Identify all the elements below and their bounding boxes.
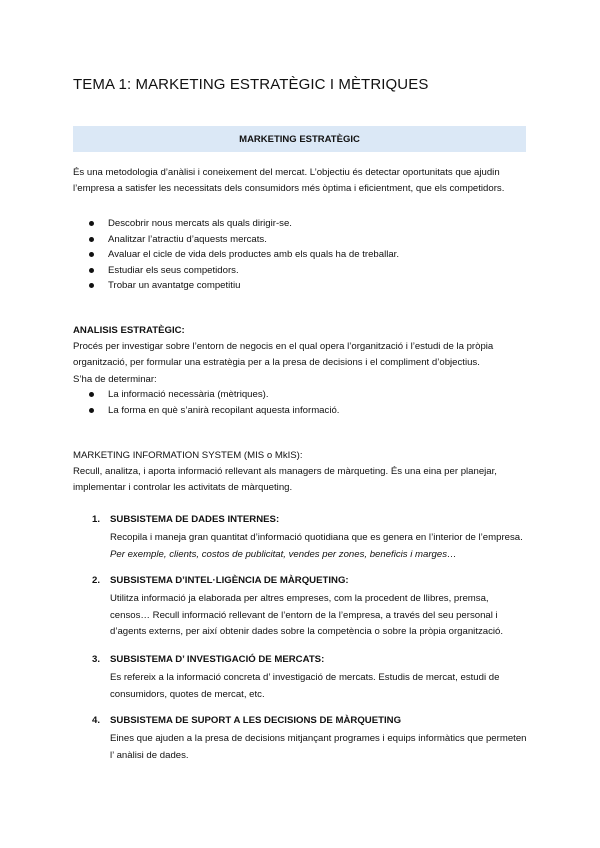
subsystem-title: SUBSISTEMA DE DADES INTERNES: bbox=[110, 514, 280, 525]
subsystem-body: Es refereix a la informació concreta d’ investigació de mercats. Estudis de mercat, estudi de consumidors, quotes de mercat, etc. bbox=[110, 672, 500, 700]
list-item: Trobar un avantatge competitiu bbox=[73, 278, 399, 294]
list-item: Estudiar els seus competidors. bbox=[73, 263, 399, 279]
intro-bullet-list bbox=[73, 216, 399, 294]
subsystem-example: Per exemple, clients, costos de publicitat, vendes per zones, beneficis i marges… bbox=[110, 548, 457, 560]
analysis-bullet-list bbox=[73, 387, 339, 418]
subsystem-title: SUBSISTEMA DE SUPORT A LES DECISIONS DE MÀRQUETING bbox=[110, 715, 402, 726]
list-item: Analitzar l’atractiu d’aquests mercats. bbox=[73, 232, 399, 248]
subsystem-body: Eines que ajuden a la presa de decisions mitjançant programes i equips informàtics que permeten l’ anàlisi de dades. bbox=[110, 733, 527, 761]
subsystem-body-text: Recopila i maneja gran quantitat d’informació quotidiana que es genera en l’interior de l’empresa. bbox=[110, 532, 523, 543]
intro-paragraph: És una metodologia d’anàlisi i coneixement del mercat. L’objectiu és detectar oportunitats que ajudin l’empresa a satisfer les necessitats dels consumidors més òptima i eficientment, que els competidors. bbox=[73, 167, 505, 194]
subsystem-number: 3. bbox=[92, 654, 101, 665]
mis-paragraph: Recull, analitza, i aporta informació rellevant als managers de màrqueting. És una eina per planejar, implementar i controlar les activitats de màrqueting. bbox=[73, 466, 497, 493]
subsystem-body bbox=[110, 530, 528, 563]
analysis-paragraph: Procés per investigar sobre l’entorn de negocis en el qual opera l’organització i l’estudi de la pròpia organització, per formular una estratègia per a la presa de decisions i el compliment d’objectius. bbox=[73, 341, 494, 368]
mis-heading: MARKETING INFORMATION SYSTEM (MIS o MkIS): bbox=[73, 450, 303, 461]
subsystem-number: 2. bbox=[92, 575, 101, 586]
analysis-heading: ANALISIS ESTRATÈGIC: bbox=[73, 325, 185, 336]
document-title: TEMA 1: MARKETING ESTRATÈGIC I MÈTRIQUES bbox=[73, 76, 429, 93]
subsystem-number: 4. bbox=[92, 715, 101, 726]
analysis-determine: S’ha de determinar: bbox=[73, 374, 157, 385]
subsystem-title: SUBSISTEMA D’INTEL·LIGÈNCIA DE MÀRQUETING: bbox=[110, 575, 349, 586]
section-banner bbox=[73, 126, 526, 152]
list-item: La forma en què s’anirà recopilant aquesta informació. bbox=[73, 403, 339, 419]
subsystem-body: Utilitza informació ja elaborada per altres empreses, com la procedent de llibres, premsa, censos… Recull informació rellevant de l’entorn de la l’empresa, a través del seu personal i d’agents externs, per així obtenir dades sobre la competència o sobre la pròpia organització. bbox=[110, 593, 504, 637]
list-item: Avaluar el cicle de vida dels productes amb els quals ha de treballar. bbox=[73, 247, 399, 263]
subsystem-number: 1. bbox=[92, 514, 101, 525]
subsystem-title: SUBSISTEMA D’ INVESTIGACIÓ DE MERCATS: bbox=[110, 654, 325, 665]
section-banner-label: MARKETING ESTRATÈGIC bbox=[239, 133, 360, 145]
list-item: La informació necessària (mètriques). bbox=[73, 387, 339, 403]
list-item: Descobrir nous mercats als quals dirigir-se. bbox=[73, 216, 399, 232]
